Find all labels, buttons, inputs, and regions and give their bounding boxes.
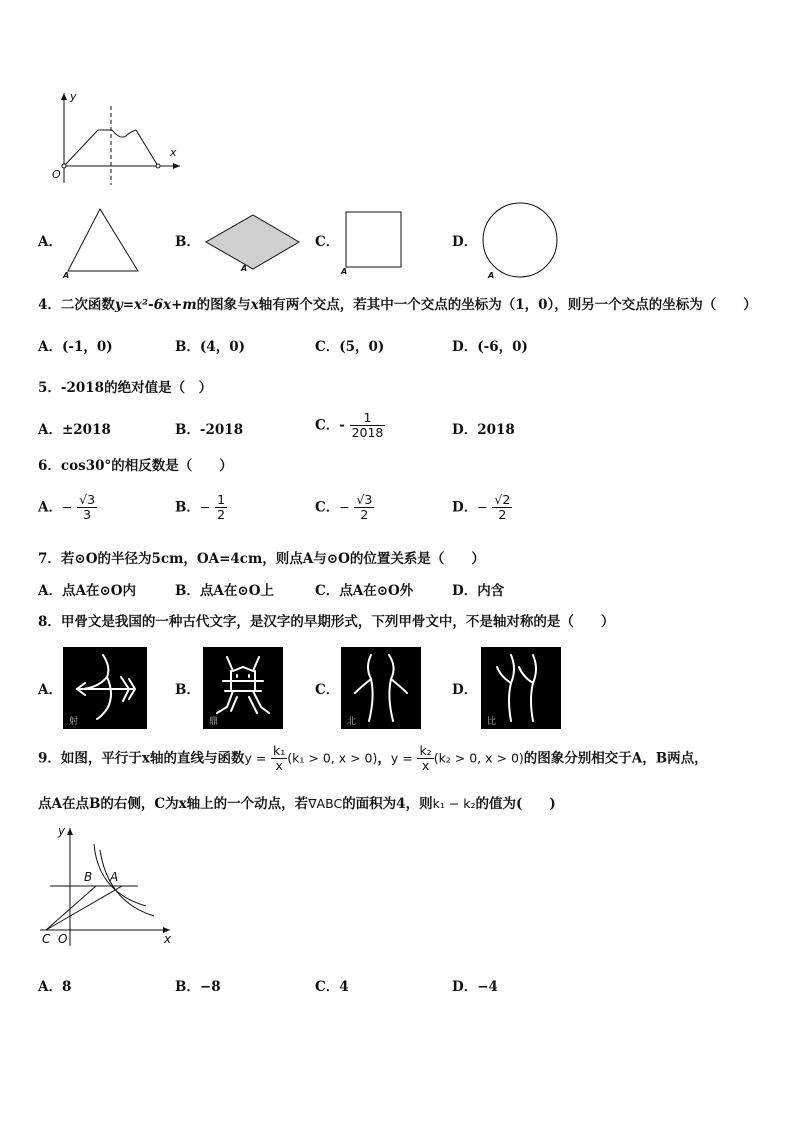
rhombus-vertex-label: A [241, 264, 248, 273]
triangle-vertex-label: A [63, 271, 70, 280]
q5-option-d[interactable]: D．2018 [452, 422, 515, 438]
circle-vertex-label: A [488, 271, 495, 280]
square-shape [338, 208, 408, 280]
q4-stem: 4．二次函数y=x²-6x+m的图象与x轴有两个交点，若其中一个交点的坐标为（1，0），则另一个交点的坐标为（ ） [38, 297, 757, 313]
q8-option-a-label: A． [38, 682, 62, 698]
q5-option-c[interactable]: C．- $\frac{1}{2018}$ [315, 410, 384, 440]
glyph-caption-bei: 北 [347, 717, 357, 727]
q3-function-graph [40, 88, 190, 188]
q3-option-d-label: D． [452, 234, 478, 250]
q9-point-c-label: C [42, 932, 51, 946]
origin-label: O [52, 168, 61, 181]
q3-option-c-label: C． [315, 234, 340, 250]
glyph-caption-she: 射 [69, 717, 79, 727]
oracle-glyph-bi[interactable] [481, 647, 561, 729]
q9-option-c[interactable]: C．4 [315, 979, 349, 995]
q7-stem: 7．若⊙O的半径为5cm，OA=4cm，则点A与⊙O的位置关系是（ ） [38, 551, 485, 567]
y-axis-label: y [70, 90, 77, 103]
q5-fraction: $\frac{1}{2018}$ [351, 410, 384, 440]
glyph-caption-bi: 比 [487, 717, 497, 727]
oracle-glyph-bei[interactable] [341, 647, 421, 729]
q9-option-d[interactable]: D．−4 [452, 979, 498, 995]
square-vertex-label: A [341, 267, 348, 276]
q6-option-a[interactable]: A．− $\frac{√3}{3}$ [38, 492, 96, 522]
q7-option-c[interactable]: C．点A在⊙O外 [315, 583, 414, 599]
q9-point-b-label: B [84, 870, 93, 884]
triangle-shape [62, 205, 142, 283]
oracle-glyph-ding[interactable] [203, 647, 283, 729]
circle-shape [478, 200, 563, 285]
q6-option-c[interactable]: C．− $\frac{√3}{2}$ [315, 492, 373, 522]
q8-stem: 8．甲骨文是我国的一种古代文字，是汉字的早期形式，下列甲骨文中，不是轴对称的是（ ） [38, 614, 615, 630]
q6-option-b[interactable]: B．− $\frac{1}{2}$ [175, 492, 226, 522]
q9-option-b[interactable]: B．−8 [175, 979, 221, 995]
q9-point-a-label: A [110, 870, 119, 884]
q9-origin-label: O [58, 932, 68, 946]
oracle-glyph-she[interactable] [63, 647, 147, 729]
q8-option-c-label: C． [315, 682, 340, 698]
q5-option-b[interactable]: B．-2018 [175, 422, 244, 438]
q9-stem-line2: 点A在点B的右侧，C为x轴上的一个动点，若∇ABC的面积为4，则k₁ − k₂的值为( ) [38, 796, 556, 812]
q8-option-d-label: D． [452, 682, 478, 698]
q3-option-a-label: A． [38, 234, 62, 250]
q7-option-a[interactable]: A．点A在⊙O内 [38, 583, 137, 599]
q7-option-b[interactable]: B．点A在⊙O上 [175, 583, 274, 599]
q4-option-d[interactable]: D．(-6，0) [452, 339, 528, 355]
rhombus-shape [203, 212, 303, 274]
q5-option-a[interactable]: A．±2018 [38, 422, 111, 438]
q9-option-a[interactable]: A．8 [38, 979, 72, 995]
q4-option-a[interactable]: A．(-1，0) [38, 339, 113, 355]
q9-x-label: x [164, 932, 172, 946]
q7-option-d[interactable]: D．内含 [452, 583, 505, 599]
q5-stem: 5．-2018的绝对值是（ ） [38, 380, 213, 396]
glyph-caption-ding: 鼎 [209, 717, 219, 727]
q9-hyperbola-graph [36, 822, 181, 950]
q9-y-label: y [58, 824, 66, 838]
q4-option-c[interactable]: C．(5，0) [315, 339, 385, 355]
q6-stem: 6．cos30°的相反数是（ ） [38, 458, 233, 474]
x-axis-label: x [170, 146, 177, 159]
q6-option-d[interactable]: D．− $\frac{√2}{2}$ [452, 492, 511, 522]
q4-option-b[interactable]: B．(4，0) [175, 339, 245, 355]
q3-option-b-label: B． [175, 234, 200, 250]
q9-stem-line1: 9．如图，平行于x轴的直线与函数y = $\frac{\text{k₁}}{x}$ (k₁ > 0, x > 0)，y = $\frac{\text{k₂}}{x}$ (k₂ > 0, x > 0)的图象分别相交于A，B两点， [38, 743, 708, 773]
q8-option-b-label: B． [175, 682, 200, 698]
